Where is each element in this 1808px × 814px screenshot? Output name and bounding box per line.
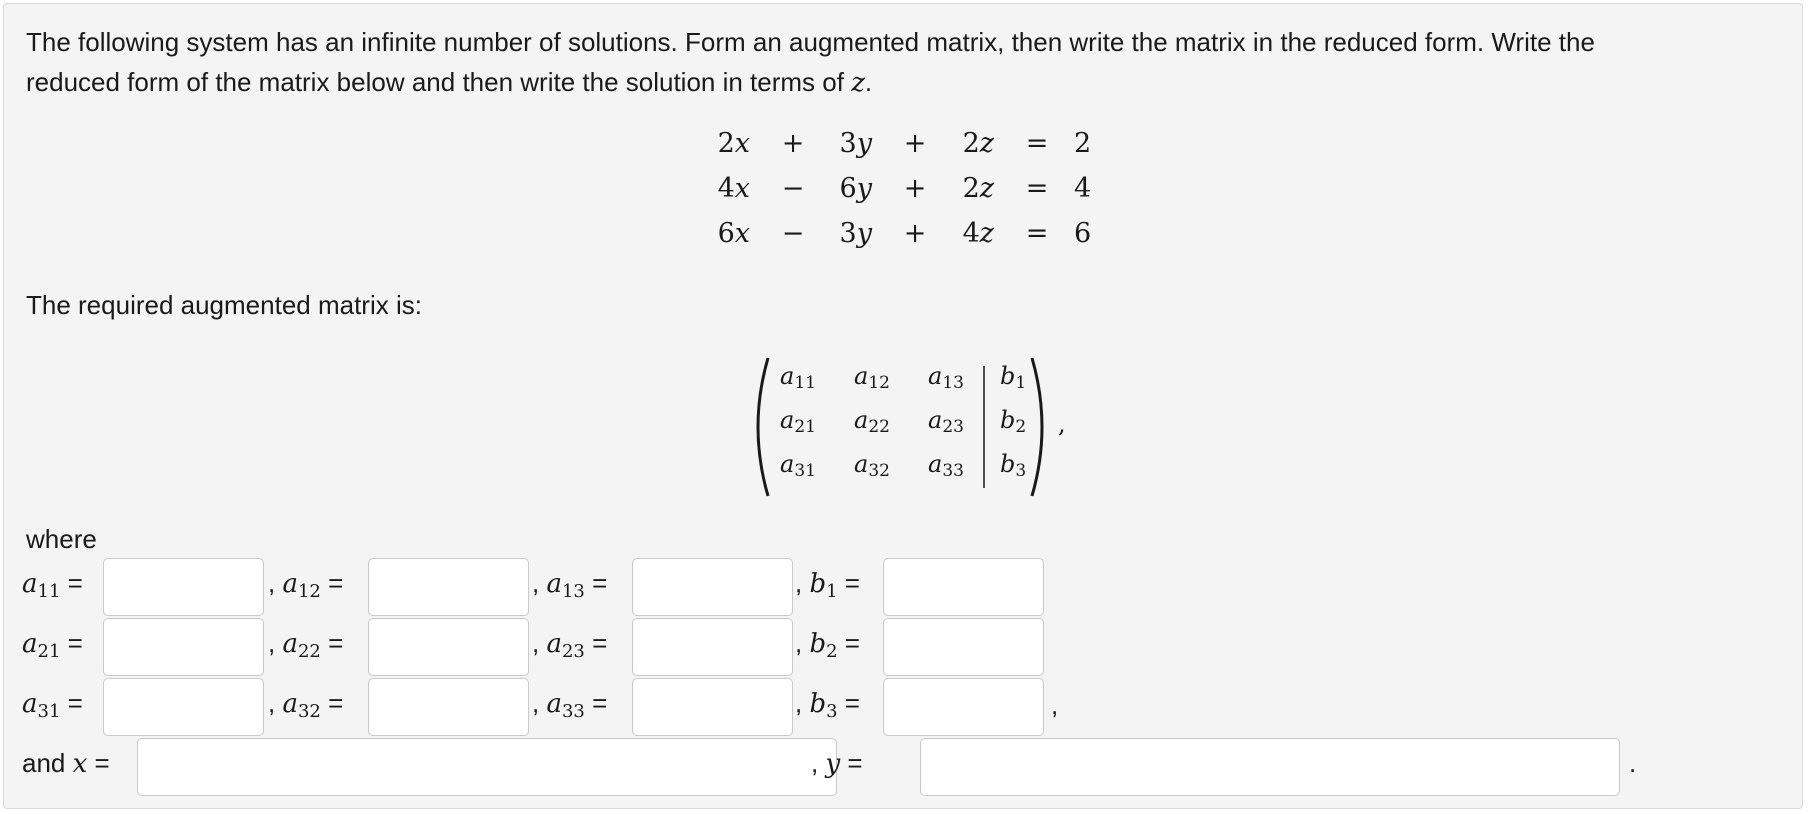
- label-subscript: 22: [297, 641, 321, 662]
- matrix-entry-subscript: 23: [942, 417, 964, 437]
- label-var: b: [809, 689, 827, 719]
- label-equals: =: [60, 568, 83, 598]
- label-var: a: [546, 569, 562, 599]
- matrix-entry-var: a: [780, 450, 795, 478]
- matrix-entry-var: a: [780, 406, 795, 434]
- equation-op2: +: [903, 218, 927, 249]
- matrix-entry-a13: [928, 362, 964, 393]
- label-var: x: [72, 749, 88, 779]
- equation-t3: 4z: [962, 218, 994, 249]
- label-prefix: ,: [532, 568, 547, 598]
- input-b3[interactable]: [883, 678, 1044, 736]
- label-a23: [532, 628, 607, 662]
- intro-line-2: [26, 62, 1766, 103]
- input-a21[interactable]: [103, 618, 264, 676]
- label-equals: =: [320, 628, 344, 658]
- equation-t2: 3y: [839, 128, 872, 159]
- matrix-entry-a32: [854, 450, 890, 481]
- input-a12[interactable]: [368, 558, 529, 616]
- label-b1: [795, 568, 860, 602]
- matrix-entry-var: a: [928, 450, 943, 478]
- intro-line-2-suffix: .: [864, 67, 873, 97]
- intro-line-2-var: z: [851, 68, 865, 98]
- equation-t1: 4x: [717, 173, 750, 204]
- equation-op2: +: [903, 173, 927, 204]
- equation-t1: 6x: [717, 218, 750, 249]
- input-a23[interactable]: [632, 618, 793, 676]
- input-a22[interactable]: [368, 618, 529, 676]
- matrix-entry-a23: [928, 406, 964, 437]
- row3-trailing-comma: ,: [1051, 690, 1059, 720]
- label-equals: =: [320, 688, 344, 718]
- label-equals: =: [837, 688, 860, 718]
- equation-t3: 2z: [962, 173, 994, 204]
- matrix-entry-a12: [854, 362, 890, 393]
- label-subscript: 3: [826, 701, 838, 722]
- label-equals: =: [837, 568, 860, 598]
- question-panel: [3, 3, 1803, 809]
- matrix-entry-a21: [780, 406, 816, 437]
- augmented-matrix: [750, 354, 1080, 500]
- input-y[interactable]: [920, 738, 1620, 796]
- matrix-entry-var: a: [928, 406, 943, 434]
- where-label: where: [26, 524, 97, 554]
- label-subscript: 21: [37, 641, 61, 662]
- input-a13[interactable]: [632, 558, 793, 616]
- matrix-entry-var: a: [928, 362, 943, 390]
- matrix-entry-var: a: [780, 362, 795, 390]
- matrix-entry-var: a: [854, 362, 869, 390]
- label-prefix: ,: [268, 628, 283, 658]
- question-text: [26, 22, 1766, 103]
- equation-eq: =: [1025, 218, 1049, 249]
- label-prefix: ,: [268, 688, 283, 718]
- equation-rhs: 2: [1074, 128, 1092, 159]
- label-equals: =: [60, 628, 83, 658]
- intro-line-1: The following system has an infinite number of solutions. Form an augmented matrix, then write the matrix in the reduced form. Write the: [26, 27, 1595, 57]
- label-subscript: 31: [37, 701, 61, 722]
- label-a12: [268, 568, 343, 602]
- input-a33[interactable]: [632, 678, 793, 736]
- intro-line-2-prefix: reduced form of the matrix below and then write the solution in terms of: [26, 67, 852, 97]
- equation-op1: −: [781, 173, 805, 204]
- matrix-entry-a31: [780, 450, 816, 481]
- label-var: a: [546, 689, 562, 719]
- label-subscript: 23: [561, 641, 585, 662]
- label-var: a: [22, 629, 38, 659]
- label-subscript: 13: [561, 581, 585, 602]
- label-prefix: ,: [532, 688, 547, 718]
- label-subscript: 12: [297, 581, 321, 602]
- label-x: [22, 748, 110, 779]
- matrix-entry-subscript: 21: [794, 417, 816, 437]
- matrix-entry-subscript: 31: [794, 461, 816, 481]
- label-var: a: [22, 689, 38, 719]
- equation-t2: 3y: [839, 218, 872, 249]
- input-b2[interactable]: [883, 618, 1044, 676]
- equation-eq: =: [1025, 173, 1049, 204]
- label-var: b: [809, 569, 827, 599]
- left-paren: [758, 358, 768, 496]
- matrix-entry-b2: [1000, 406, 1026, 437]
- equation-op1: +: [781, 128, 805, 159]
- label-equals: =: [584, 688, 608, 718]
- matrix-entry-b1: [1000, 362, 1026, 393]
- equation-rhs: 4: [1074, 173, 1092, 204]
- label-prefix: ,: [532, 628, 547, 658]
- matrix-entry-a22: [854, 406, 890, 437]
- label-equals: =: [584, 568, 608, 598]
- matrix-entry-var: b: [1000, 450, 1016, 478]
- equation-op2: +: [903, 128, 927, 159]
- label-equals: =: [60, 688, 83, 718]
- label-prefix: ,: [795, 628, 810, 658]
- label-prefix: ,: [795, 568, 810, 598]
- label-a11: [22, 568, 83, 602]
- label-var: a: [282, 569, 298, 599]
- label-y: [811, 748, 863, 779]
- input-a31[interactable]: [103, 678, 264, 736]
- label-a13: [532, 568, 607, 602]
- matrix-entry-subscript: 2: [1015, 417, 1027, 437]
- label-subscript: 1: [826, 581, 838, 602]
- label-a22: [268, 628, 343, 662]
- label-var: b: [809, 629, 827, 659]
- matrix-entry-subscript: 32: [868, 461, 890, 481]
- equation-t3: 2z: [962, 128, 994, 159]
- label-prefix: ,: [795, 688, 810, 718]
- label-equals: =: [837, 628, 860, 658]
- matrix-entry-subscript: 3: [1015, 461, 1027, 481]
- matrix-entry-a11: [780, 362, 816, 393]
- label-var: a: [282, 629, 298, 659]
- label-var: a: [282, 689, 298, 719]
- label-prefix: ,: [268, 568, 283, 598]
- matrix-entry-subscript: 22: [868, 417, 890, 437]
- matrix-entry-a33: [928, 450, 964, 481]
- matrix-trailing-comma: ,: [1058, 410, 1066, 438]
- label-b2: [795, 628, 860, 662]
- label-a32: [268, 688, 343, 722]
- equation-t2: 6y: [839, 173, 872, 204]
- label-subscript: 32: [297, 701, 321, 722]
- matrix-entry-subscript: 11: [794, 373, 816, 393]
- label-b3: [795, 688, 860, 722]
- label-equals: =: [87, 748, 110, 778]
- matrix-entry-subscript: 13: [942, 373, 964, 393]
- equation-eq: =: [1025, 128, 1049, 159]
- required-matrix-label: The required augmented matrix is:: [26, 290, 422, 320]
- label-prefix: and: [22, 748, 73, 778]
- label-a31: [22, 688, 83, 722]
- label-subscript: 11: [37, 581, 61, 602]
- label-var: y: [825, 749, 841, 779]
- label-var: a: [546, 629, 562, 659]
- input-a11[interactable]: [103, 558, 264, 616]
- input-x[interactable]: [137, 738, 837, 796]
- input-b1[interactable]: [883, 558, 1044, 616]
- equation-op1: −: [781, 218, 805, 249]
- label-prefix: ,: [811, 748, 826, 778]
- matrix-entry-subscript: 33: [942, 461, 964, 481]
- matrix-entry-var: a: [854, 406, 869, 434]
- matrix-entry-subscript: 1: [1015, 373, 1027, 393]
- label-a21: [22, 628, 83, 662]
- matrix-entry-var: b: [1000, 362, 1016, 390]
- matrix-entry-subscript: 12: [868, 373, 890, 393]
- matrix-entry-var: a: [854, 450, 869, 478]
- equation-rhs: 6: [1074, 218, 1092, 249]
- label-equals: =: [584, 628, 608, 658]
- input-a32[interactable]: [368, 678, 529, 736]
- label-equals: =: [840, 748, 863, 778]
- label-equals: =: [320, 568, 344, 598]
- label-var: a: [22, 569, 38, 599]
- matrix-entry-var: b: [1000, 406, 1016, 434]
- label-subscript: 33: [561, 701, 585, 722]
- solution-trailing-period: .: [1629, 748, 1637, 778]
- matrix-entry-b3: [1000, 450, 1026, 481]
- equation-t1: 2x: [717, 128, 750, 159]
- label-subscript: 2: [826, 641, 838, 662]
- right-paren: [1032, 358, 1042, 496]
- label-a33: [532, 688, 607, 722]
